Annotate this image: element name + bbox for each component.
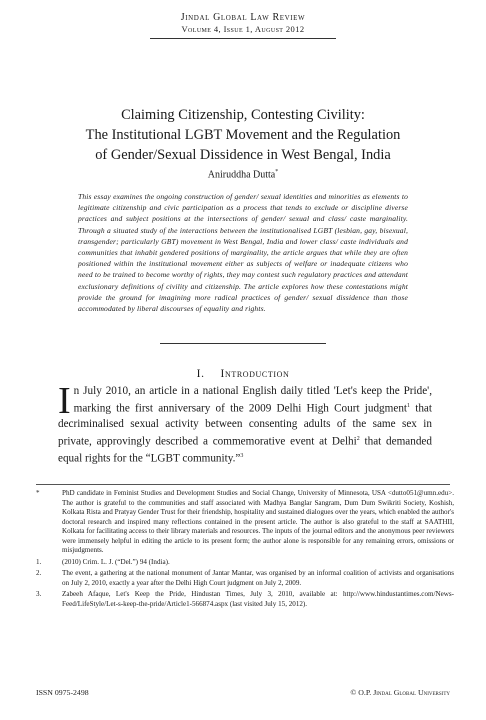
footnotes [36,489,454,611]
footnote-ref-2[interactable]: 2 [356,435,360,442]
author-name: Aniruddha Dutta [207,169,276,181]
footnote-ref-3[interactable]: 3 [240,453,244,460]
issue-info: Volume 4, Issue 1, August 2012 [181,24,305,34]
issn: ISSN 0975-2498 [36,688,89,697]
footnote-1 [36,558,454,568]
footnote-text: (2010) Crim. L. J. (“Del.”) 94 (India). [62,557,170,566]
body-paragraph [58,380,432,467]
title-line-1: Claiming Citizenship, Contesting Civility: [121,107,365,123]
footnote-3 [36,590,454,609]
journal-name: Jindal Global Law Review [180,12,306,23]
body-text-1: n July 2010, an article in a national English daily titled 'Let's keep the Pride', marking the first anniversary of the 2009 Delhi High Court judgment [73,385,432,415]
footnote-mark: * [36,489,40,497]
title-line-2: The Institutional LGBT Movement and the Regulation [85,127,401,143]
header-rule [150,38,336,39]
footnote-text: Zabeeh Afaque, Let's Keep the Pride, Hindustan Times, July 3, 2010, available at: http://www.hindustantimes.com/News-Feed/LifeStyle/Let-s-keep-the-pride/Article1-566874.aspx (last visited July 15, 2012). [62,590,454,608]
footnote-mark: 1. [36,557,42,566]
copyright: © O.P. Jindal Global University [350,688,450,697]
author-footnote-mark[interactable]: * [275,169,279,175]
footnote-mark: 2. [36,569,42,577]
body-text-2: that decriminalised sexual activity between consenting adults of the same sex in private, approvingly described a commemorative event at Delhi [58,402,432,448]
article-title [30,105,456,165]
footnote-author [36,489,454,556]
footnote-text: The event, a gathering at the national monument of Jantar Mantar, was organised by an informal coalition of activists and organisations on July 2, 2010, exactly a year after the Delhi High Court judgment on July 2, 2009. [62,569,454,587]
abstract: This essay examines the ongoing construction of gender/ sexual identities and minorities as elements to legitimate citizenship and civic participation as a process that tends to exclude or discipline diverse practices and subject positions at the intersections of gender/ sexual and class/ caste marginality. Through a situated study of the interactions between the institutionalised LGBT (lesbian, gay, bisexual, transgender; particularly GBT) movement in West Bengal, India and lower class/ caste individuals and communities that inhabit gendered positions of marginality, the article argues that while they are often positioned within the institutional movement either as subjects of welfare or inadequate citizens who need to be trained to become worthy of rights, they may contest such regulatory practices and attendant exclusionary definitions of civility and citizenship. The article explores how these contestations might provide the ground for imagining more radical practices of gender/ sexual dissidence than those accommodated by liberal discourses of equality and rights. [78,192,408,314]
body-text-3: that demanded equal rights for the “LGBT community.” [58,435,432,466]
section-heading [0,368,486,380]
drop-cap: I [58,380,71,422]
footnote-mark: 3. [36,590,42,598]
footnote-2 [36,569,454,588]
footnote-rule [36,484,450,485]
abstract-rule [160,343,326,344]
title-line-3: of Gender/Sexual Dissidence in West Bengal, India [95,147,391,163]
footnote-text: PhD candidate in Feminist Studies and Development Studies and Social Change, University of Minnesota, USA <dutto051@umn.edu>. The author is grateful to the communities and staff associated with Madhya Banglar Sangram, Dum Dum Swikriti Society, Koshish, Kolkata Rista and Pratyay Gender Trust for their friendship, hospitality and sustained dialogues over the years, which enabled the author's doctoral research and inspired many reflections contained in the present article. The author is also grateful to the staff at SAATHII, Kolkata for facilitating access to their library materials and resources. The inputs of the journal editors and the anonymous peer reviewers were immensely helpful in editing the article to its present form; the author alone is responsible for any remaining errors, omissions or misjudgments. [62,489,454,554]
section-title: Introduction [220,368,290,380]
section-number: I. [196,368,205,380]
author-line [0,169,486,180]
footnote-ref-1[interactable]: 1 [407,403,411,409]
